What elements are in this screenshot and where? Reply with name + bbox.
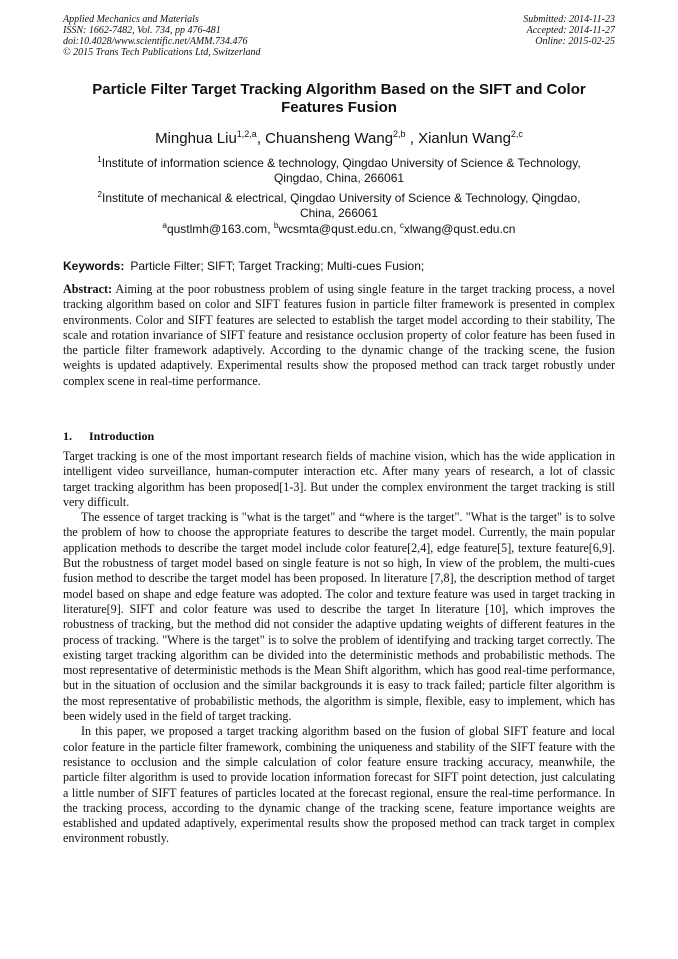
author-separator: , [256, 130, 266, 147]
paragraph: In this paper, we proposed a target tracking algorithm based on the fusion of global SIFT feature and local color feature in the particle filter framework, combining the uniqueness and stability of the SIFT feature with the resistance to occlusion and the simple calculation of color feature ensure tracking accuracy, meanwhile, the particle filter algorithm is used to provide location information forecast for SIFT point detection, just calculating a little number of SIFT features of particles located at the forecast regional, ensure the real-time performance. In the tracking process, according to the dynamic change of the tracking scene, feature importance weights are established and updated adaptively, experimental results show the proposed method can track target in complex environment robustly. [63, 724, 615, 846]
abstract-label: Abstract: [63, 282, 113, 296]
dates-info [523, 14, 615, 47]
email-mark: b [273, 221, 279, 230]
issn-line: ISSN: 1662-7482, Vol. 734, pp 476-481 [63, 25, 221, 36]
journal-header [63, 14, 615, 66]
copyright-line: © 2015 Trans Tech Publications Ltd, Switzerland [63, 47, 261, 58]
abstract-text: Aiming at the poor robustness problem of using single feature in the target tracking process, a novel tracking algorithm based on color and SIFT features fusion in particle filter framework is presented in complex environments. Color and SIFT features are selected to establish the target model according to their stability, The scale and rotation invariance of SIFT feature and resistance occlusion property of color feature has been fused in the particle filter framework adaptively. According to the dynamic change of the tracking scene, the fusion weights is updated adaptively. Experimental results show the proposed method can track target robustly under complex scene in real-time performance. [63, 282, 616, 388]
abstract [63, 282, 615, 389]
paragraph: The essence of target tracking is "what is the target" and “where is the target". "What is the target" is to solve the problem of how to choose the appropriate features to describe the target model. Currently, the main popular application methods to describe the target model include color feature[2,4], edge feature[5], texture feature[6,9]. But the robustness of target model based on single feature is not so high, In view of the problem, the multi-cues fusion method to describe the target model has been proposed. In literature [7,8], the description method of target model based on shape and edge feature was adopted. The color and texture feature was used in target tracking in literature[9]. SIFT and color feature was used to describe the target In literature [10], which improves the robustness of tracking, but the method did not consider the adaptive updating weights of different features in the process of tracking. "Where is the target" is to solve the problem of identifying and tracking target correctly. The existing target tracking algorithm can be divided into the deterministic methods and probabilistic methods. The most representative of deterministic methods is the Mean Shift algorithm, which has good real-time performance, but in the situation of occlusion and the similar backgrounds it is easy to track failed; particle filter algorithm is the most representative of probabilistic methods, the algorithm is simple, flexible, easy to implement, which has been widely used in the field of target tracking. [63, 510, 615, 724]
author-separator: , [405, 130, 419, 147]
paper-title: Particle Filter Target Tracking Algorithm Based on the SIFT and Color Features Fusion [92, 81, 586, 116]
section-body [63, 449, 615, 847]
section-number: 1. [63, 429, 72, 443]
submitted-date: Submitted: 2014-11-23 [523, 14, 615, 25]
author-name: Chuansheng Wang [265, 130, 394, 147]
affiliation-number: 2 [97, 190, 102, 199]
accepted-date: Accepted: 2014-11-27 [526, 25, 615, 36]
paragraph: Target tracking is one of the most important research fields of machine vision, which has the wide application in intelligent video surveillance, human-computer interaction etc. After many years of research, a lot of classic target tracking algorithm has been proposed[1-3]. But under the complex environment the target tracking is still very difficult. [63, 449, 615, 509]
author-name: Minghua Liu [155, 130, 237, 147]
email-mark: a [162, 221, 167, 230]
author-affiliation-mark: 2,b [393, 129, 406, 139]
keywords-label: Keywords: [63, 259, 125, 273]
affiliation-text: Institute of information science & technology, Qingdao University of Science & Technology, Qingdao, China, 266061 [101, 156, 581, 185]
email-separator: , [393, 222, 400, 236]
affiliation-number: 1 [97, 155, 102, 164]
email-list [63, 222, 615, 237]
affiliation-1 [80, 156, 598, 186]
section-title: Introduction [89, 429, 155, 443]
email-mark: c [399, 221, 404, 230]
keywords-text: Particle Filter; SIFT; Target Tracking; Multi-cues Fusion; [130, 259, 425, 273]
author-affiliation-mark: 1,2,a [236, 129, 257, 139]
author-list [63, 130, 615, 148]
author-affiliation-mark: 2,c [510, 129, 523, 139]
online-date: Online: 2015-02-25 [535, 36, 615, 47]
email-link[interactable]: wcsmta@qust.edu.cn [278, 222, 394, 236]
journal-name: Applied Mechanics and Materials [63, 14, 199, 25]
email-link[interactable]: qustlmh@163.com [166, 222, 268, 236]
doi-line[interactable]: doi:10.4028/www.scientific.net/AMM.734.476 [63, 36, 248, 47]
email-link[interactable]: xlwang@qust.edu.cn [403, 222, 516, 236]
affiliation-2 [80, 191, 598, 221]
author-name: Xianlun Wang [418, 130, 511, 147]
journal-info [63, 14, 261, 58]
section-heading [63, 429, 154, 444]
email-separator: , [267, 222, 274, 236]
affiliation-text: Institute of mechanical & electrical, Qingdao University of Science & Technology, Qingdao, China, 266061 [101, 191, 581, 220]
keywords [63, 259, 615, 274]
